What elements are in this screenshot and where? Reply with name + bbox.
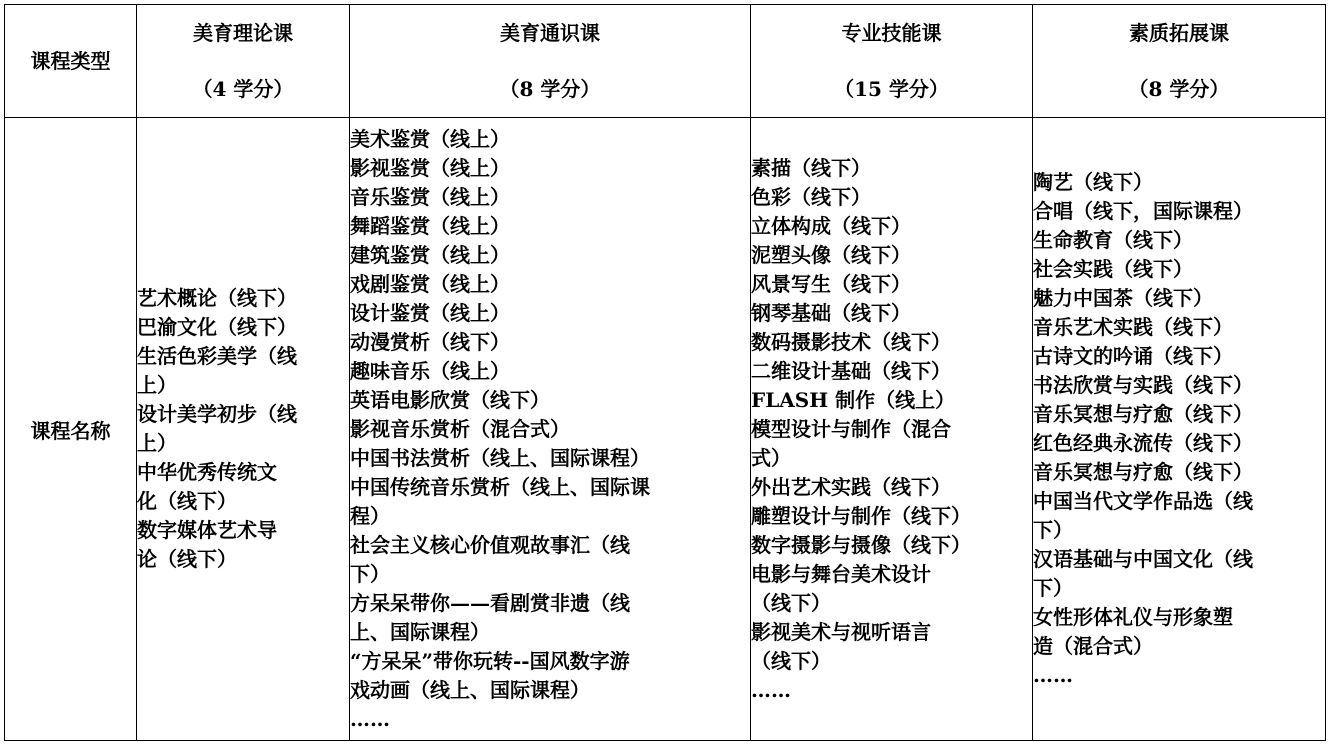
course-line: 音乐冥想与疗愈（线下） — [1033, 460, 1253, 484]
course-line: 艺术概论（线下） — [137, 286, 297, 310]
header-skills — [751, 5, 1033, 118]
course-line: 魅力中国茶（线下） — [1033, 286, 1213, 310]
header-row — [5, 5, 1326, 118]
course-line: FLASH 制作（线上） — [751, 387, 956, 412]
course-line: 电影与舞台美术设计 — [751, 561, 931, 586]
general-course-list — [350, 125, 750, 734]
course-line: 数字摄影与摄像（线下） — [751, 532, 971, 557]
header-general — [350, 5, 751, 118]
extension-course-cell — [1033, 118, 1326, 741]
course-line: 风景写生（线下） — [751, 271, 911, 296]
course-line: 社会实践（线下） — [1033, 257, 1193, 281]
course-line: 影视美术与视听语言 — [751, 619, 931, 644]
course-line: 陶艺（线下） — [1033, 170, 1153, 194]
course-line: （线下） — [751, 648, 831, 673]
theory-course-list — [137, 284, 349, 574]
extension-course-list — [1033, 168, 1325, 690]
course-line: 音乐冥想与疗愈（线下） — [1033, 402, 1253, 426]
course-line: 二维设计基础（线下） — [751, 358, 951, 383]
course-line: 式） — [751, 445, 791, 470]
course-line: 生活色彩美学（线 — [137, 344, 297, 368]
course-line: …… — [751, 677, 791, 702]
course-line: 化（线下） — [137, 489, 237, 513]
course-line: 造（混合式） — [1033, 634, 1153, 658]
header-extension — [1033, 5, 1326, 118]
course-line: 生命教育（线下） — [1033, 228, 1193, 252]
course-line: 美术鉴赏（线上） — [350, 126, 510, 151]
course-line: 中国当代文学作品选（线 — [1033, 489, 1253, 513]
header-theory — [137, 5, 350, 118]
row-label-course-type: 课程类型 — [5, 5, 137, 118]
theory-course-cell — [137, 118, 350, 741]
course-line: 戏剧鉴赏（线上） — [350, 271, 510, 296]
column-credit: （4 学分） — [192, 77, 294, 101]
course-line: 设计鉴赏（线上） — [350, 300, 510, 325]
course-line: …… — [350, 706, 390, 731]
course-line: 音乐艺术实践（线下） — [1033, 315, 1233, 339]
course-line: …… — [1033, 663, 1073, 687]
course-line: 书法欣赏与实践（线下） — [1033, 373, 1253, 397]
course-line: 钢琴基础（线下） — [751, 300, 911, 325]
course-line: 方呆呆带你——看剧赏非遗（线 — [350, 590, 630, 615]
skills-course-list — [751, 154, 1032, 705]
course-line: 设计美学初步（线 — [137, 402, 297, 426]
course-line: 上） — [137, 431, 177, 455]
row-label-course-name: 课程名称 — [5, 118, 137, 741]
course-line: 模型设计与制作（混合 — [751, 416, 951, 441]
course-line: 上、国际课程） — [350, 619, 490, 644]
column-credit: （15 学分） — [834, 77, 949, 101]
general-course-cell — [350, 118, 751, 741]
course-line: 程） — [350, 503, 390, 528]
course-line: “方呆呆”带你玩转--国风数字游 — [350, 648, 630, 673]
curriculum-table — [4, 4, 1326, 741]
course-line: 古诗文的吟诵（线下） — [1033, 344, 1233, 368]
course-line: 动漫赏析（线下） — [350, 329, 510, 354]
course-line: 趣味音乐（线上） — [350, 358, 510, 383]
column-name: 专业技能课 — [841, 21, 942, 45]
column-name: 素质拓展课 — [1129, 21, 1229, 45]
course-line: 汉语基础与中国文化（线 — [1033, 547, 1253, 571]
course-line: 社会主义核心价值观故事汇（线 — [350, 532, 630, 557]
course-line: 影视鉴赏（线上） — [350, 155, 510, 180]
body-row — [5, 118, 1326, 741]
course-line: 影视音乐赏析（混合式） — [350, 416, 570, 441]
course-line: 数字媒体艺术导 — [137, 518, 277, 542]
course-line: 外出艺术实践（线下） — [751, 474, 951, 499]
course-line: 下） — [1033, 576, 1073, 600]
course-line: 素描（线下） — [751, 155, 871, 180]
column-credit: （8 学分） — [1128, 77, 1230, 101]
course-line: 雕塑设计与制作（线下） — [751, 503, 971, 528]
course-line: 巴渝文化（线下） — [137, 315, 297, 339]
course-line: 论（线下） — [137, 547, 237, 571]
course-line: 舞蹈鉴赏（线上） — [350, 213, 510, 238]
course-line: 英语电影欣赏（线下） — [350, 387, 550, 412]
column-name: 美育理论课 — [193, 21, 293, 45]
course-line: （线下） — [751, 590, 831, 615]
course-line: 中国传统音乐赏析（线上、国际课 — [350, 474, 650, 499]
course-line: 立体构成（线下） — [751, 213, 911, 238]
course-line: 上） — [137, 373, 177, 397]
course-line: 下） — [1033, 518, 1073, 542]
course-line: 戏动画（线上、国际课程） — [350, 677, 590, 702]
course-line: 女性形体礼仪与形象塑 — [1033, 605, 1233, 629]
course-line: 建筑鉴赏（线上） — [350, 242, 510, 267]
course-line: 下） — [350, 561, 390, 586]
course-line: 音乐鉴赏（线上） — [350, 184, 510, 209]
course-line: 红色经典永流传（线下） — [1033, 431, 1253, 455]
skills-course-cell — [751, 118, 1033, 741]
course-line: 中国书法赏析（线上、国际课程） — [350, 445, 650, 470]
course-line: 泥塑头像（线下） — [751, 242, 911, 267]
course-line: 合唱（线下，国际课程） — [1033, 199, 1253, 223]
column-name: 美育通识课 — [500, 21, 600, 45]
course-line: 色彩（线下） — [751, 184, 871, 209]
column-credit: （8 学分） — [499, 77, 601, 101]
course-line: 中华优秀传统文 — [137, 460, 277, 484]
course-line: 数码摄影技术（线下） — [751, 329, 951, 354]
